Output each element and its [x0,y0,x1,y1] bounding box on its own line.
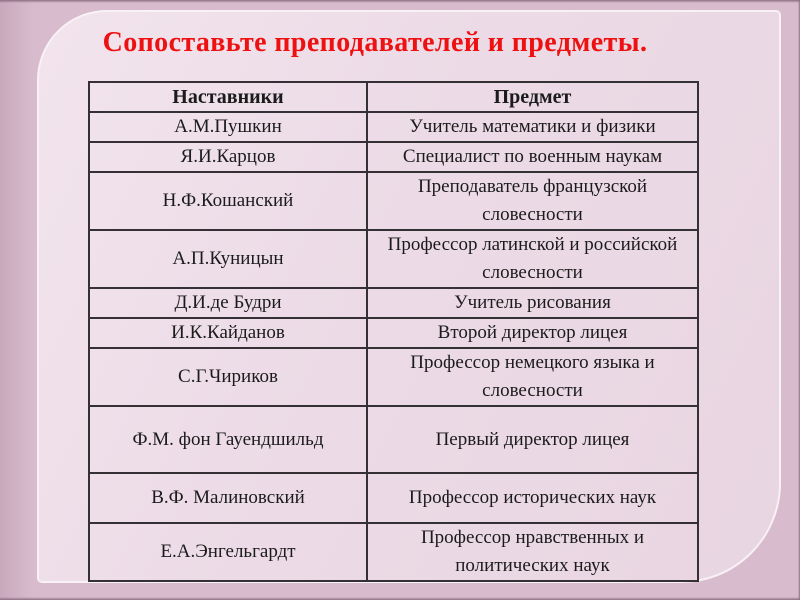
mentor-cell: В.Ф. Малиновский [89,473,367,523]
mentor-cell: А.П.Куницын [89,230,367,288]
table-row [89,172,698,230]
mentor-cell: И.К.Кайданов [89,318,367,348]
subject-cell: Учитель математики и физики [367,112,698,142]
subject-cell: Профессор латинской и российской словесности [367,230,698,288]
mentor-cell: Я.И.Карцов [89,142,367,172]
slide-title: Сопоставьте преподавателей и предметы. [102,27,648,58]
subject-cell: Специалист по военным наукам [367,142,698,172]
table-row [89,473,698,523]
subject-cell: Первый директор лицея [367,406,698,473]
subject-cell: Преподаватель французской словесности [367,172,698,230]
table-row [89,318,698,348]
subject-cell: Профессор нравственных и политических наук [367,523,698,581]
subject-header-cell: Предмет [367,82,698,112]
teachers-subjects-table [88,81,699,582]
table-row [89,142,698,172]
table-row [89,406,698,473]
mentors-header-cell: Наставники [89,82,367,112]
mentor-cell: Н.Ф.Кошанский [89,172,367,230]
subject-cell: Второй директор лицея [367,318,698,348]
mentor-cell: А.М.Пушкин [89,112,367,142]
subject-cell: Учитель рисования [367,288,698,318]
table-row [89,230,698,288]
table-row [89,348,698,406]
subject-cell: Профессор исторических наук [367,473,698,523]
mentor-cell: С.Г.Чириков [89,348,367,406]
mentor-cell: Д.И.де Будри [89,288,367,318]
table-row [89,288,698,318]
subject-cell: Профессор немецкого языка и словесности [367,348,698,406]
mentor-cell: Е.А.Энгельгардт [89,523,367,581]
table-row [89,112,698,142]
table-header-row [89,82,698,112]
table-row [89,523,698,581]
mentor-cell: Ф.М. фон Гауендшильд [89,406,367,473]
